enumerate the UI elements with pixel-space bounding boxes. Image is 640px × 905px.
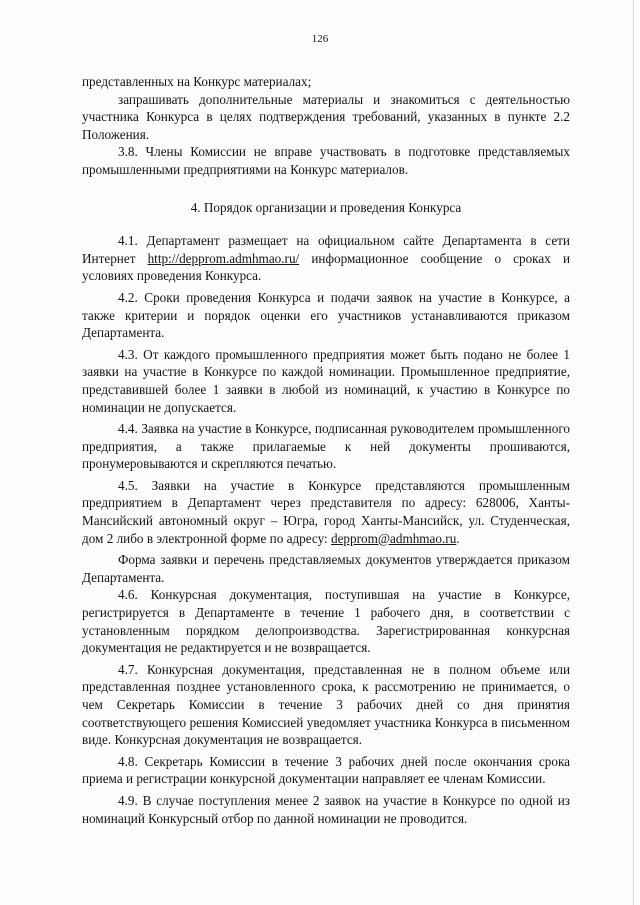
paragraph-4-8: 4.8. Секретарь Комиссии в течение 3 рабочих дней после окончания срока приема и регистрации конкурсной документации направляет ее членам Комиссии. [82,753,570,787]
paragraph-4-5 [82,477,570,547]
paragraph-4-4: 4.4. Заявка на участие в Конкурсе, подписанная руководителем промышленного предприятия, а также прилагаемые к ней документы прошиваются, пронумеровываются и скрепляются печатью. [82,421,570,472]
paragraph-request-materials: запрашивать дополнительные материалы и знакомиться с деятельностью участника Конкурса в целях подтверждения требований, указанных в пункте 2.2 Положения. [82,91,570,142]
section-heading: 4. Порядок организации и проведения Конкурса [190,199,462,215]
paragraph-4-1-text-start: 4.1. Департамент размещает на официальном сайте Департамента в сети Интернет [82,233,570,266]
paragraph-4-5-text-start: 4.5. Заявки на участие в Конкурсе представляются промышленным предприятием в Департамент через представителя по адресу: 628006, Ханты-Мансийский автономный округ – Югра, город Ханты-Мансийск, ул. Студенческая, дом 2 либо в электронной форме по адресу: [82,477,570,546]
paragraph-4-2: 4.2. Сроки проведения Конкурса и подачи заявок на участие в Конкурсе, а также критерии и порядок оценки его участников устанавливаются приказом Департамента. [82,289,570,341]
paragraph-4-1 [82,232,570,285]
paragraph-4-5-text-end: . [456,530,460,546]
paragraph-4-3: 4.3. От каждого промышленного предприятия может быть подано не более 1 заявки на участие в Конкурсе по каждой номинации. Промышленное предприятие, представившей более 1 заявки в любой из номинаций, к участию в Конкурсе по номинации не допускается. [82,346,570,415]
page-number: 126 [311,33,329,45]
paragraph-4-6: 4.6. Конкурсная документация, поступившая на участие в Конкурсе, регистрируется в Департаменте в течение 1 рабочего дня, в соответствии с установленным порядком делопроизводства. Зарегистрированная конкурсная документация не редактируется и не возвращается. [82,587,570,656]
paragraph-4-7: 4.7. Конкурсная документация, представленная не в полном объеме или представленная позднее установленного срока, к рассмотрению не принимается, о чем Секретарь Комиссии в течение 3 рабочих дней со дня принятия соответствующего решения Комиссией уведомляет участника Конкурса в письменном виде. Конкурсная документация не возвращается. [82,661,570,748]
paragraph-materials: представленных на Конкурс материалах; [82,74,312,89]
document-body [82,73,570,827]
paragraph-4-5-form: Форма заявки и перечень представляемых документов утверждается приказом Департамента. [82,552,570,585]
paragraph-4-1-text-end: информационное сообщение о сроках и условиях проведения Конкурса. [82,250,570,284]
email-link[interactable]: depprom@admhmao.ru [330,530,457,546]
site-link[interactable]: http://depprom.admhmao.ru/ [147,250,300,266]
scan-edge-line [633,0,634,905]
paragraph-3-8: 3.8. Члены Комиссии не вправе участвовать в подготовке представляемых промышленными предприятиями на Конкурс материалов. [82,144,570,177]
paragraph-4-9: 4.9. В случае поступления менее 2 заявок на участие в Конкурсе по одной из номинаций Конкурсный отбор по данной номинации не проводится. [82,792,570,826]
